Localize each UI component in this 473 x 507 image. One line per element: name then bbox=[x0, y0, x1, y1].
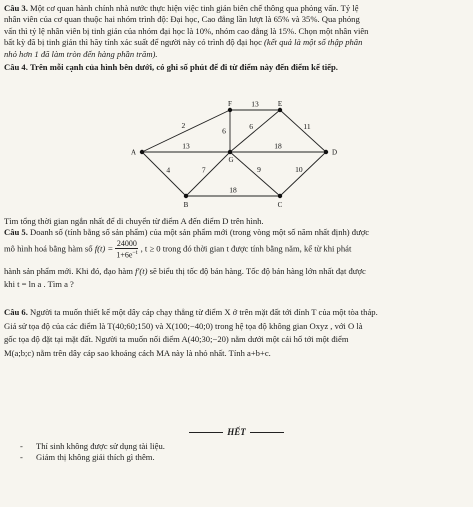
question-4 bbox=[4, 62, 469, 73]
question-3-line-3: vấn thì tỷ lệ nhân viên bị tinh giản của nhóm đại học là 10%, nhóm cao đẳng là 15%. Chọn một nhân viên bbox=[4, 25, 369, 36]
question-3 bbox=[4, 3, 469, 60]
node-label-a: A bbox=[130, 148, 136, 157]
node-label-b: B bbox=[183, 201, 189, 209]
node-label-g: G bbox=[228, 156, 234, 164]
edge-weight-label: 13 bbox=[251, 99, 259, 109]
question-3-line-4: bất kỳ đã bị tinh giản thì hãy tính xác suất để người này có trình độ đại học bbox=[4, 37, 262, 48]
node-label-d: D bbox=[332, 148, 338, 157]
question-5-line-4: khi t = ln a . Tìm a ? bbox=[4, 278, 74, 289]
graph-node-b bbox=[184, 194, 188, 198]
edge-weight-label: 6 bbox=[249, 121, 254, 131]
question-4-label: Câu 4. bbox=[4, 62, 28, 72]
edge-weight-label: 4 bbox=[166, 165, 171, 175]
question-5-label: Câu 5. bbox=[4, 227, 28, 237]
question-4-after: Tìm tổng thời gian ngắn nhất để di chuyển từ điểm A đến điểm D trên hình. bbox=[4, 216, 264, 226]
question-5 bbox=[4, 226, 469, 290]
node-label-c: C bbox=[277, 201, 283, 209]
edge-weight-label: 2 bbox=[181, 121, 186, 131]
question-6-label: Câu 6. bbox=[4, 307, 28, 317]
question-5-line-2b: , t ≥ 0 trong đó thời gian t được tính bằng năm, kể từ khi phát bbox=[140, 242, 352, 253]
denominator-exponent: −t bbox=[132, 249, 138, 256]
graph-edge-gc bbox=[230, 152, 280, 196]
question-3-line-5: nhỏ hơn 1 đã làm tròn đến hàng phần trăm). bbox=[4, 48, 158, 59]
graph-node-e bbox=[278, 108, 282, 112]
graph-edge-bg bbox=[186, 152, 230, 196]
question-3-line-2: nhân viên của cơ quan thuộc hai nhóm trình độ: Đại học, Cao đẳng lần lượt là 65% và 35%. Qua phỏng bbox=[4, 14, 360, 25]
graph-edge-eg bbox=[230, 110, 280, 152]
edge-weight-label: 18 bbox=[229, 185, 237, 195]
graph-node-g bbox=[228, 150, 232, 154]
question-3-line-1: Một cơ quan hành chính nhà nước thực hiện việc tinh giản biên chế thông qua phỏng vấn. Tỷ lệ bbox=[30, 3, 359, 13]
question-5-line-3b: sẽ biểu thị tốc độ bán hàng. Tốc độ bán hàng lớn nhất đạt được bbox=[149, 266, 366, 277]
question-6 bbox=[4, 306, 469, 360]
function-name: f(t) = bbox=[94, 242, 114, 253]
node-label-f: F bbox=[228, 100, 232, 108]
question-6-line-3: gốc tọa độ đặt tại mặt đất. Người ta muốn nối điểm A(40;30;−20) nằm dưới một cái hố tới một điểm bbox=[4, 334, 349, 344]
question-4-text: Trên mỗi cạnh của hình bên dưới, có ghi số phút để đi từ điểm này đến điểm kế tiếp. bbox=[30, 62, 338, 72]
graph-edge-cd bbox=[280, 152, 326, 196]
edge-weight-label: 7 bbox=[201, 165, 206, 175]
edge-weight-label: 13 bbox=[182, 141, 190, 151]
question-6-line-4: M(a;b;c) nằm trên dây cáp sao khoảng cách MA này là nhỏ nhất. Tính a+b+c. bbox=[4, 347, 271, 358]
fraction-numerator: 24000 bbox=[116, 238, 137, 248]
question-5-line-1: Doanh số (tính bằng số sản phẩm) của một sản phẩm mới (trong vòng một số năm nhất định) được bbox=[30, 227, 370, 237]
graph-edge-ab bbox=[142, 152, 186, 196]
edge-weight-label: 11 bbox=[303, 122, 311, 132]
question-5-line-2a: mô hình hoá bằng hàm số bbox=[4, 242, 93, 253]
route-graph bbox=[120, 96, 350, 216]
graph-node-a bbox=[140, 150, 144, 154]
graph-node-f bbox=[228, 108, 232, 112]
denominator-base: 1+6e bbox=[116, 250, 133, 260]
derivative: f′(t) bbox=[135, 266, 148, 277]
exam-notes bbox=[20, 441, 165, 463]
question-6-line-2: Giả sử tọa độ của các điểm là T(40;60;150) và X(100;−40;0) trong hệ tọa độ không gian Oxyz , với O là bbox=[4, 320, 363, 331]
end-marker bbox=[0, 427, 473, 437]
question-3-note: (kết quả là một số thập phân bbox=[264, 37, 363, 48]
question-3-label: Câu 3. bbox=[4, 3, 28, 13]
exam-note: - Giám thị không giải thích gì thêm. bbox=[20, 452, 165, 463]
end-label: HẾT bbox=[227, 427, 246, 437]
graph-node-c bbox=[278, 194, 282, 198]
fraction bbox=[115, 239, 138, 260]
edge-weight-label: 18 bbox=[274, 141, 282, 151]
node-label-e: E bbox=[277, 100, 283, 108]
question-6-line-1: Người ta muốn thiết kế một dây cáp chạy thẳng từ điểm X ở trên mặt đất tới đỉnh T của một tòa tháp. bbox=[30, 307, 378, 317]
exam-note: - Thí sinh không được sử dụng tài liệu. bbox=[20, 441, 165, 452]
edge-weight-label: 10 bbox=[295, 165, 303, 175]
graph-node-d bbox=[324, 150, 328, 154]
fraction-denominator bbox=[115, 249, 138, 260]
edge-weight-label: 6 bbox=[222, 126, 226, 136]
question-5-line-3a: hành sản phẩm mới. Khi đó, đạo hàm bbox=[4, 266, 133, 277]
edge-weight-label: 9 bbox=[257, 164, 261, 174]
